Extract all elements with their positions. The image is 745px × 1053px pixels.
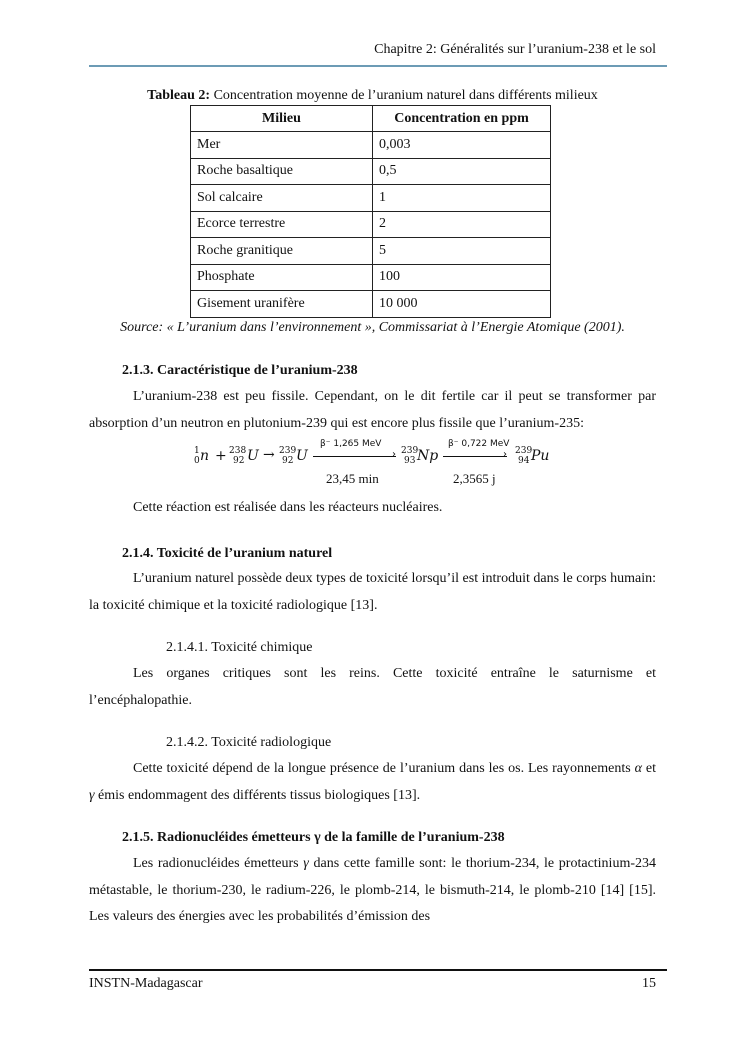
paragraph: Cette réaction est réalisée dans les réacteurs nucléaires. xyxy=(133,500,443,515)
concentration-table xyxy=(190,105,551,318)
footer-institution: INSTN-Madagascar xyxy=(89,976,203,991)
nuclide-mass: 238 xyxy=(229,446,247,456)
gamma-symbol: γ xyxy=(303,856,309,871)
nuclide-mass: 239 xyxy=(401,446,419,456)
nuclide-z: 92 xyxy=(282,456,294,466)
table-cell: Gisement uranifère xyxy=(191,291,373,318)
nuclide-symbol: n xyxy=(200,448,210,464)
table-cell: Mer xyxy=(191,132,373,159)
nuclide-z: 94 xyxy=(518,456,530,466)
paragraph xyxy=(89,756,656,809)
table-cell: Ecorce terrestre xyxy=(191,211,373,238)
half-life-label: 23,45 min xyxy=(326,471,379,486)
table-cell: Roche basaltique xyxy=(191,158,373,185)
alpha-symbol: α xyxy=(634,761,642,776)
table-header-row xyxy=(191,106,551,132)
beta-decay-label: β⁻ 1,265 MeV xyxy=(320,439,382,449)
page-number: 15 xyxy=(642,976,656,991)
gamma-symbol: γ xyxy=(89,787,95,803)
decay-arrow-line xyxy=(443,456,507,457)
table-caption xyxy=(0,88,745,104)
footer-rule xyxy=(89,969,667,971)
nuclide-mass: 239 xyxy=(515,446,533,456)
paragraph-text: Cette toxicité dépend de la longue présence de l’uranium dans les os. Les rayonnements xyxy=(133,761,635,776)
column-header: Concentration en ppm xyxy=(373,106,551,132)
reaction-arrow: → xyxy=(263,447,275,463)
arrowhead-icon: › xyxy=(392,449,396,460)
table-row xyxy=(191,238,551,265)
nuclide-z: 0 xyxy=(194,456,200,466)
table-row xyxy=(191,185,551,212)
arrowhead-icon: › xyxy=(503,449,507,460)
header-rule xyxy=(89,65,667,67)
nuclide-z: 92 xyxy=(233,456,245,466)
table-cell: 5 xyxy=(373,238,551,265)
nuclide-z: 93 xyxy=(404,456,416,466)
table-cell: Sol calcaire xyxy=(191,185,373,212)
paragraph-text: Les radionucléides émetteurs xyxy=(133,856,304,871)
decay-equation xyxy=(0,438,745,498)
running-header: Chapitre 2: Généralités sur l’uranium-238 et le sol xyxy=(374,42,656,57)
decay-arrow-line xyxy=(313,456,396,457)
beta-decay-label: β⁻ 0,722 MeV xyxy=(448,439,510,449)
nuclide-symbol: Np xyxy=(417,448,439,464)
table-cell: 100 xyxy=(373,264,551,291)
subsection-heading-2-1-4-1: 2.1.4.1. Toxicité chimique xyxy=(166,640,313,655)
nuclide-mass: 1 xyxy=(194,446,200,456)
subsection-heading-2-1-4-2: 2.1.4.2. Toxicité radiologique xyxy=(166,735,332,750)
table-row xyxy=(191,132,551,159)
table-row xyxy=(191,264,551,291)
table-cell: 2 xyxy=(373,211,551,238)
table-caption-text: Concentration moyenne de l’uranium naturel dans différents milieux xyxy=(213,88,598,103)
table-cell: 10 000 xyxy=(373,291,551,318)
paragraph: L’uranium naturel possède deux types de toxicité lorsqu’il est introduit dans le corps humain: la toxicité chimique et la toxicité radiologique [13]. xyxy=(89,571,656,613)
table-cell: Roche granitique xyxy=(191,238,373,265)
table-cell: 0,003 xyxy=(373,132,551,159)
nuclide-symbol: U xyxy=(247,448,259,464)
paragraph xyxy=(89,851,656,931)
nuclide-mass: 239 xyxy=(279,446,297,456)
table-row xyxy=(191,158,551,185)
paragraph-text: émis endommagent des différents tissus biologiques [13]. xyxy=(94,787,421,803)
table-row xyxy=(191,291,551,318)
table-row xyxy=(191,211,551,238)
table-cell: 0,5 xyxy=(373,158,551,185)
table-source: Source: « L’uranium dans l’environnement », Commissariat à l’Energie Atomique (2001). xyxy=(120,320,625,335)
table-cell: 1 xyxy=(373,185,551,212)
paragraph-text: et xyxy=(641,761,656,776)
section-heading-2-1-4: 2.1.4. Toxicité de l’uranium naturel xyxy=(122,546,333,561)
paragraph-text: dans cette famille sont: le thorium-234, le protactinium-234 métastable, le thorium-230, le radium-226, le plomb-214, le bismuth-214, le plomb-210 [14] [15]. Les valeurs des énergies avec les probabilités d’émission des xyxy=(89,856,657,924)
plus-sign: + xyxy=(215,448,227,464)
section-heading-2-1-3: 2.1.3. Caractéristique de l’uranium-238 xyxy=(122,363,358,378)
section-heading-2-1-5: 2.1.5. Radionucléides émetteurs γ de la famille de l’uranium-238 xyxy=(122,830,505,845)
table-cell: Phosphate xyxy=(191,264,373,291)
half-life-label: 2,3565 j xyxy=(453,471,496,486)
column-header: Milieu xyxy=(191,106,373,132)
paragraph: Les organes critiques sont les reins. Cette toxicité entraîne le saturnisme et l’encéphalopathie. xyxy=(89,666,656,708)
paragraph: L’uranium-238 est peu fissile. Cependant, on le dit fertile car il peut se transformer par absorption d’un neutron en plutonium-239 qui est encore plus fissile que l’uranium-235: xyxy=(89,389,656,431)
nuclide-symbol: Pu xyxy=(531,448,550,464)
table-caption-label: Tableau 2: xyxy=(147,88,211,103)
nuclide-symbol: U xyxy=(296,448,308,464)
